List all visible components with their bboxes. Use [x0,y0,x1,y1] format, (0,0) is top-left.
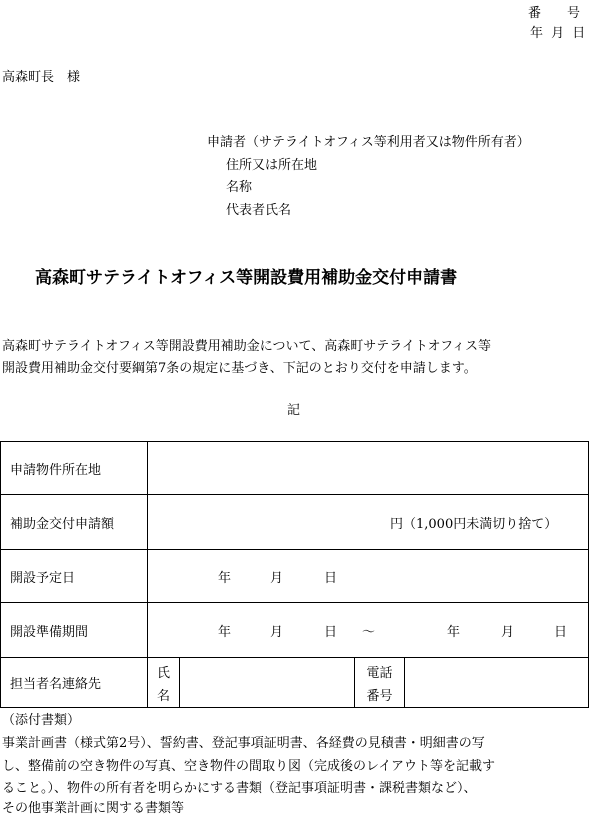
opening-date-label: 開設予定日 [1,550,148,603]
name-label-top: 氏 [156,665,170,681]
name-label-bottom: 名 [156,688,170,704]
table-row [1,550,589,603]
contact-phone-label-cell [355,658,405,708]
property-location-label: 申請物件所在地 [1,442,148,495]
attachments-heading: （添付書類） [2,713,81,728]
attachments-line-4: その他事業計画に関する書類等 [2,801,185,816]
addressee: 高森町長 様 [2,70,81,85]
property-location-field[interactable] [148,442,589,495]
preparation-period-field[interactable] [148,603,589,658]
subsidy-amount-unit: 円（1,000円未満切り捨て） [390,517,558,532]
attachments-line-1: 事業計画書（様式第2号）、誓約書、登記事項証明書、各経費の見積書・明細書の写 [2,736,485,751]
contact-phone-field[interactable] [405,658,589,708]
opening-date-field[interactable] [148,550,589,603]
applicant-name-label: 名称 [226,180,253,195]
applicant-heading: 申請者（サテライトオフィス等利用者又は物件所有者） [207,135,530,150]
phone-label-bottom: 番号 [366,688,393,704]
table-row [1,442,589,495]
subsidy-amount-label: 補助金交付申請額 [1,495,148,550]
start-year-label: 年 [218,625,232,640]
number-label: 番 号 [528,6,581,21]
ki-label: 記 [287,403,301,418]
contact-person-label: 担当者名連絡先 [1,658,148,708]
applicant-address-label: 住所又は所在地 [226,158,318,173]
table-row [1,658,589,708]
opening-day-label: 日 [324,571,338,586]
table-row [1,603,589,658]
phone-label-top: 電話 [366,665,393,681]
subsidy-amount-field[interactable] [148,495,589,550]
page-title: 高森町サテライトオフィス等開設費用補助金交付申請書 [35,268,458,288]
table-row [1,495,589,550]
opening-year-label: 年 [218,571,232,586]
end-year-label: 年 [447,625,461,640]
body-line-1: 高森町サテライトオフィス等開設費用補助金について、高森町サテライトオフィス等 [2,339,492,354]
preparation-period-label: 開設準備期間 [1,603,148,658]
opening-month-label: 月 [270,571,284,586]
attachments-line-3: ること。）、物件の所有者を明らかにする書類（登記事項証明書・課税書類など）、 [2,781,477,796]
period-separator: ～ [362,625,376,640]
end-day-label: 日 [554,625,568,640]
applicant-representative-label: 代表者氏名 [226,203,292,218]
contact-name-field[interactable] [180,658,355,708]
application-table [0,441,589,708]
start-day-label: 日 [324,625,338,640]
attachments-line-2: し、整備前の空き物件の写真、空き物件の間取り図（完成後のレイアウト等を記載す [2,759,495,774]
date-label: 年 月 日 [530,26,586,41]
end-month-label: 月 [501,625,515,640]
body-line-2: 開設費用補助金交付要綱第7条の規定に基づき、下記のとおり交付を申請します。 [2,361,477,376]
contact-name-label-cell [148,658,180,708]
start-month-label: 月 [270,625,284,640]
